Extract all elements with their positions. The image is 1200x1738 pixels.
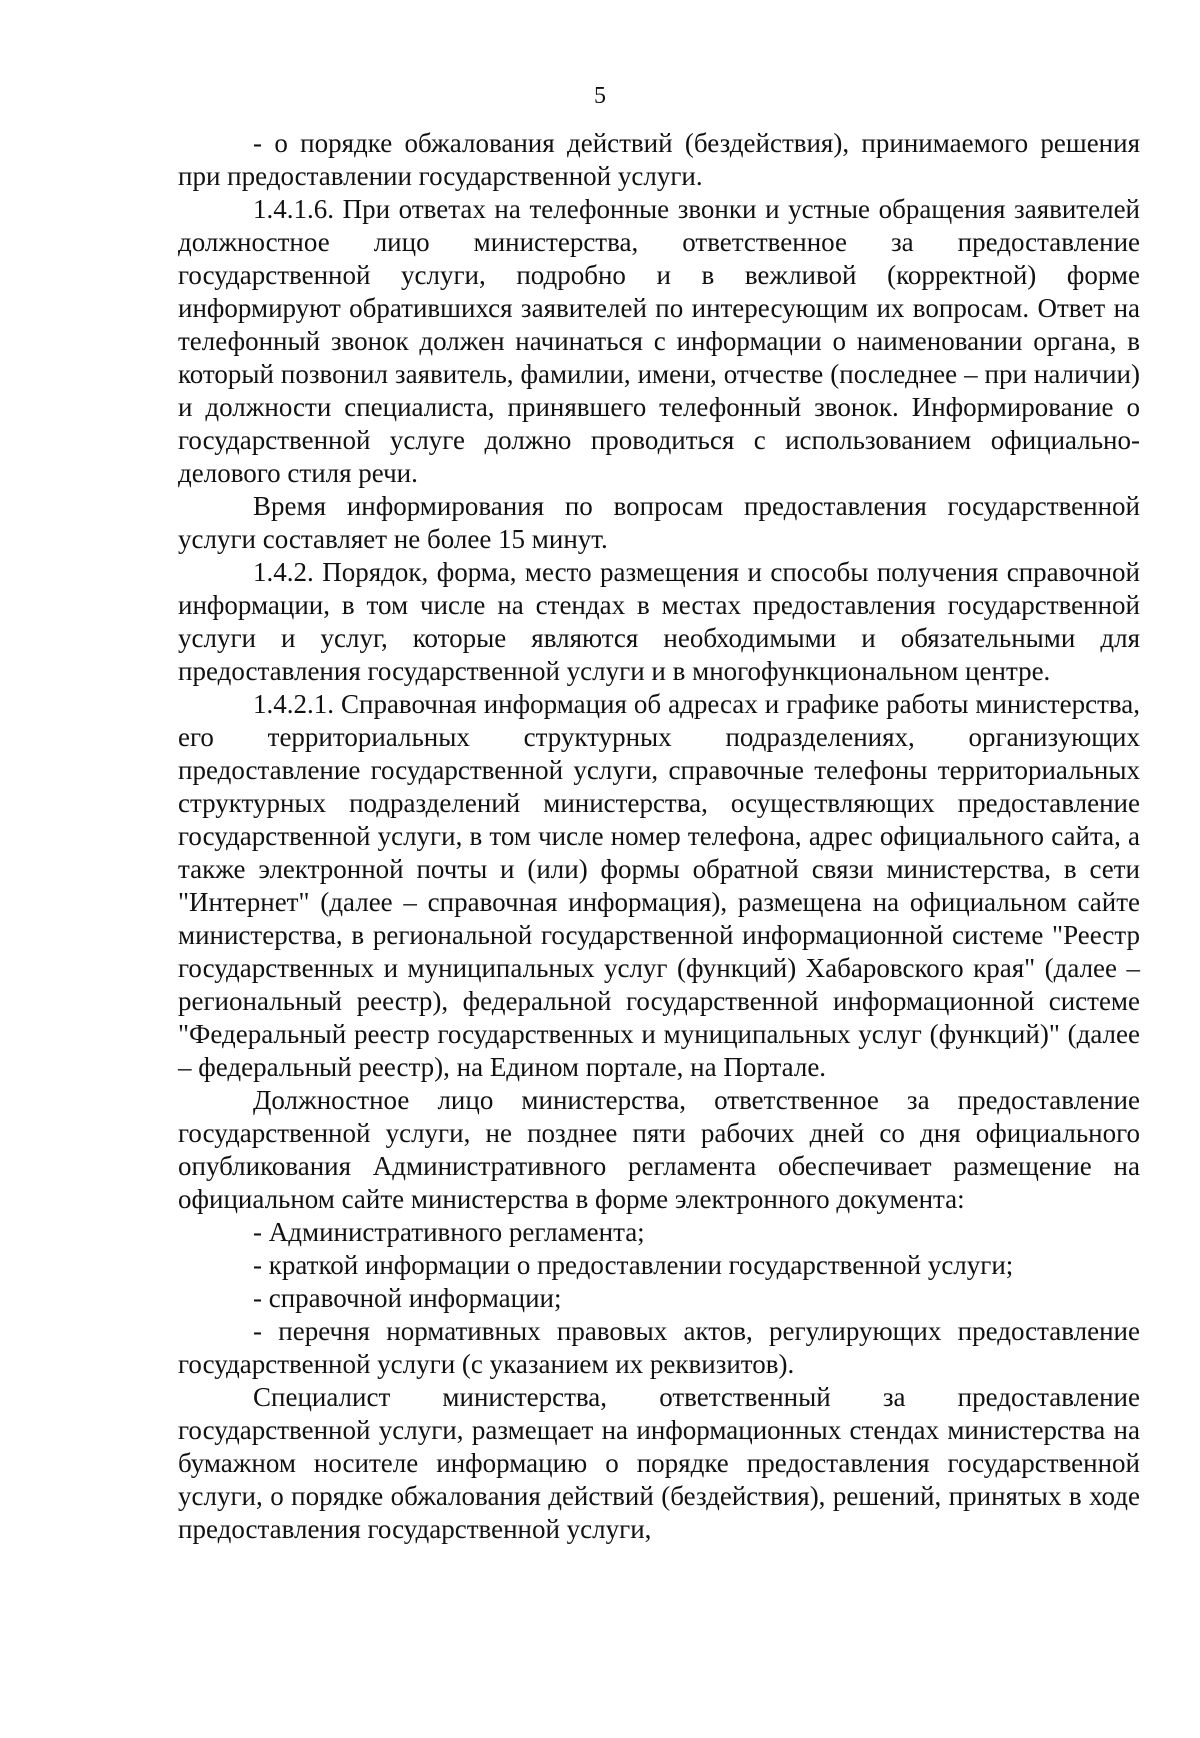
list-item-brief-info: - краткой информации о предоставлении государственной услуги; — [253, 1250, 1014, 1280]
paragraph-1-4-2: 1.4.2. Порядок, форма, место размещения и способы получения справочной информации, в том числе на стендах в местах предоставления государственной услуги и услуг, которые являются необходимыми и обязательными для предоставления государственной услуги и в многофункциональном центре. — [178, 557, 1140, 686]
paragraph-official-duty: Должностное лицо министерства, ответственное за предоставление государственной услуги, не позднее пяти рабочих дней со дня официального опубликования Административного регламента обеспечивает размещение на официальном сайте министерства в форме электронного документа: — [178, 1085, 1140, 1214]
list-item-reference-info: - справочной информации; — [253, 1283, 562, 1313]
paragraph-specialist-stands: Специалист министерства, ответственный за предоставление государственной услуги, размещает на информационных стендах министерства на бумажном носителе информацию о порядке предоставления государственной услуги, о порядке обжалования действий (бездействия), решений, принятых в ходе предоставления государственной услуги, — [178, 1382, 1140, 1544]
list-item-legal-acts: - перечня нормативных правовых актов, регулирующих предоставление государственной услуги (с указанием их реквизитов). — [178, 1316, 1140, 1379]
list-item-regulation: - Административного регламента; — [253, 1217, 645, 1247]
paragraph-1-4-1-6: 1.4.1.6. При ответах на телефонные звонки и устные обращения заявителей должностное лицо министерства, ответственное за предоставление государственной услуги, подробно и в вежливой (корректной) форме информируют обратившихся заявителей по интересующим их вопросам. Ответ на телефонный звонок должен начинаться с информации о наименовании органа, в который позвонил заявитель, фамилии, имени, отчестве (последнее – при наличии) и должности специалиста, принявшего телефонный звонок. Информирование о государственной услуге должно проводиться с использованием официально-делового стиля речи. — [178, 194, 1140, 488]
paragraph-1-4-2-1: 1.4.2.1. Справочная информация об адресах и графике работы министерства, его территориальных структурных подразделениях, организующих предоставление государственной услуги, справочные телефоны территориальных структурных подразделений министерства, осуществляющих предоставление государственной услуги, в том числе номер телефона, адрес официального сайта, а также электронной почты и (или) формы обратной связи министерства, в сети "Интернет" (далее – справочная информация), размещена на официальном сайте министерства, в региональной государственной информационной системе "Реестр государственных и муниципальных услуг (функций) Хабаровского края" (далее – региональный реестр), федеральной государственной информационной системе "Федеральный реестр государственных и муниципальных услуг (функций)" (далее – федеральный реестр), на Едином портале, на Портале. — [178, 689, 1140, 1082]
paragraph-informing-time: Время информирования по вопросам предоставления государственной услуги составляет не более 15 минут. — [178, 491, 1140, 554]
paragraph-appeal-order: - о порядке обжалования действий (бездействия), принимаемого решения при предоставлении государственной услуги. — [178, 128, 1140, 191]
document-body — [178, 127, 1140, 1546]
page-number: 5 — [594, 83, 606, 109]
